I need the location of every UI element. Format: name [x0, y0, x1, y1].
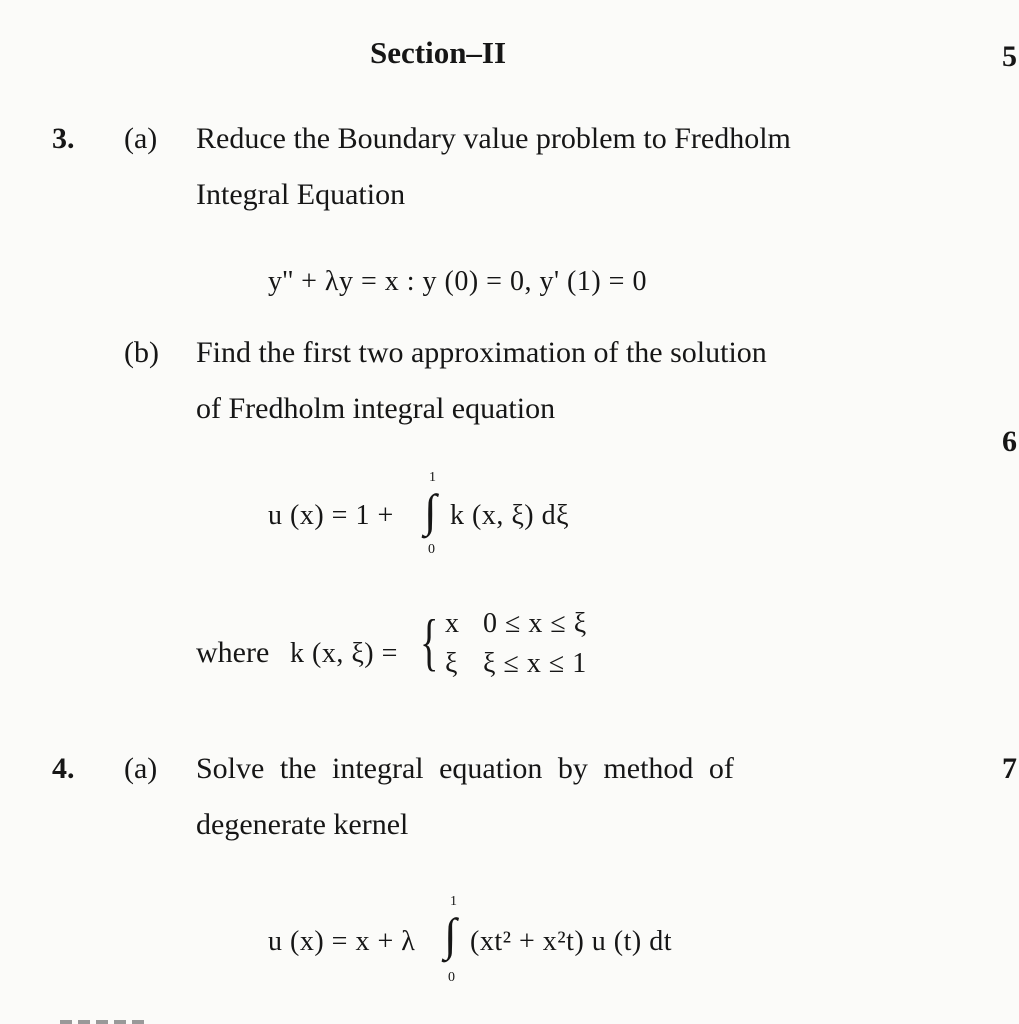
q3b-text-line2: of Fredholm integral equation [196, 392, 556, 425]
case2-condition: ξ ≤ x ≤ 1 [483, 648, 587, 679]
q4a-eq-left: u (x) = x + λ [268, 926, 416, 957]
integral-sign-icon: ∫ [424, 485, 437, 536]
integral-upper-limit: 1 [429, 470, 436, 485]
q3a-label: (a) [124, 122, 158, 155]
marks-q3a: 5 [1002, 40, 1017, 73]
q3b-eq-right: k (x, ξ) dξ [450, 500, 570, 531]
q3b-kernel-def: k (x, ξ) = [290, 638, 398, 669]
q3a-text-line2: Integral Equation [196, 178, 406, 211]
marks-q3b: 6 [1002, 425, 1017, 458]
question-number-4: 4. [52, 752, 75, 785]
page-bottom-cut-text [60, 1020, 150, 1024]
case2-value: ξ [445, 648, 458, 679]
marks-q4a: 7 [1002, 752, 1017, 785]
q3a-equation: y'' + λy = x : y (0) = 0, y' (1) = 0 [268, 266, 647, 297]
q3b-text-line1: Find the first two approximation of the solution [196, 336, 767, 369]
q3b-where: where [196, 636, 270, 669]
q3b-integral [424, 470, 446, 560]
question-number-3: 3. [52, 122, 75, 155]
section-title: Section–II [370, 35, 507, 70]
kernel-case-values [445, 604, 460, 684]
q4a-label: (a) [124, 752, 158, 785]
q4a-text-line2: degenerate kernel [196, 808, 409, 841]
q3b-label: (b) [124, 336, 159, 369]
integral-lower-limit: 0 [448, 970, 455, 985]
q4a-eq-right: (xt² + x²t) u (t) dt [470, 926, 672, 957]
kernel-case-conditions [483, 604, 587, 684]
q4a-integral [444, 894, 466, 986]
integral-upper-limit: 1 [450, 894, 457, 909]
left-brace-icon: { [420, 606, 439, 677]
case1-value: x [445, 608, 460, 639]
integral-lower-limit: 0 [428, 542, 435, 557]
integral-sign-icon: ∫ [444, 909, 457, 960]
case1-condition: 0 ≤ x ≤ ξ [483, 608, 587, 639]
q4a-text-line1: Solve the integral equation by method of [196, 752, 734, 785]
q3a-text-line1: Reduce the Boundary value problem to Fredholm [196, 122, 791, 155]
q3b-eq-left: u (x) = 1 + [268, 500, 394, 531]
